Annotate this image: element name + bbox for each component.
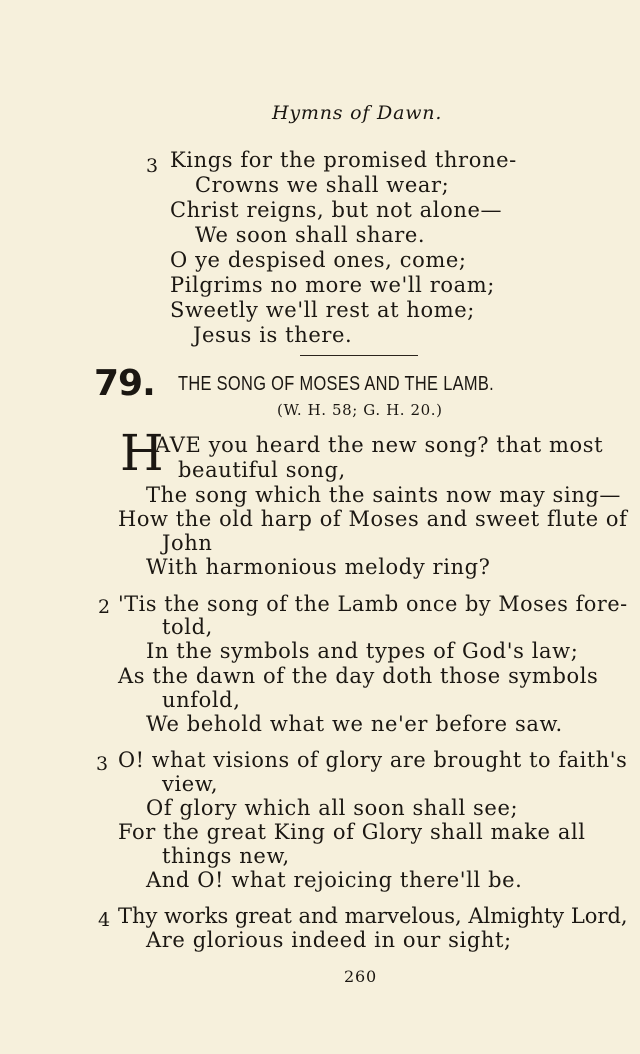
- verse-line: Kings for the promised throne-: [170, 148, 517, 172]
- verse-line: We soon shall share.: [195, 223, 426, 247]
- verse-line: told,: [162, 615, 213, 639]
- verse-line: unfold,: [162, 688, 241, 712]
- verse-line: In the symbols and types of God's law;: [146, 639, 579, 663]
- verse-line: Thy works great and marvelous, Almighty Lord,: [118, 904, 628, 928]
- verse-line: AVE you heard the new song? that most: [155, 433, 604, 457]
- verse-line: view,: [162, 772, 219, 796]
- hymn-title: THE SONG OF MOSES AND THE LAMB.: [178, 373, 495, 395]
- verse-line: For the great King of Glory shall make all: [118, 820, 586, 844]
- verse-number: 2: [98, 596, 111, 618]
- verse-line: Are glorious indeed in our sight;: [146, 928, 512, 952]
- verse-line: Christ reigns, but not alone—: [170, 198, 503, 222]
- section-divider: [300, 355, 418, 356]
- verse-line: Sweetly we'll rest at home;: [170, 298, 475, 322]
- verse-line: beautiful song,: [178, 458, 346, 482]
- verse-line: Crowns we shall wear;: [195, 173, 450, 197]
- verse-line: And O! what rejoicing there'll be.: [146, 868, 523, 892]
- verse-line: As the dawn of the day doth those symbols: [118, 664, 599, 688]
- verse-line: 'Tis the song of the Lamb once by Moses fore-: [118, 592, 628, 616]
- verse-line: John: [162, 531, 213, 555]
- page-number: 260: [344, 967, 377, 986]
- verse-line: How the old harp of Moses and sweet flute of: [118, 507, 628, 531]
- verse-number: 3: [96, 753, 109, 775]
- hymn-number: 79.: [94, 363, 155, 404]
- verse-line: With harmonious melody ring?: [146, 555, 491, 579]
- verse-line: O! what visions of glory are brought to faith's: [118, 748, 628, 772]
- verse-line: We behold what we ne'er before saw.: [146, 712, 563, 736]
- verse-line: things new,: [162, 844, 290, 868]
- verse-number: 4: [98, 909, 111, 931]
- verse-line: Of glory which all soon shall see;: [146, 796, 519, 820]
- drop-cap: H: [120, 424, 164, 482]
- verse-line: O ye despised ones, come;: [170, 248, 467, 272]
- prev-verse-number: 3: [146, 155, 159, 177]
- tune-reference: (W. H. 58; G. H. 20.): [277, 401, 443, 419]
- verse-line: The song which the saints now may sing—: [146, 483, 622, 507]
- verse-line: Pilgrims no more we'll roam;: [170, 273, 495, 297]
- running-header: Hymns of Dawn.: [272, 102, 443, 124]
- verse-line: Jesus is there.: [193, 323, 353, 347]
